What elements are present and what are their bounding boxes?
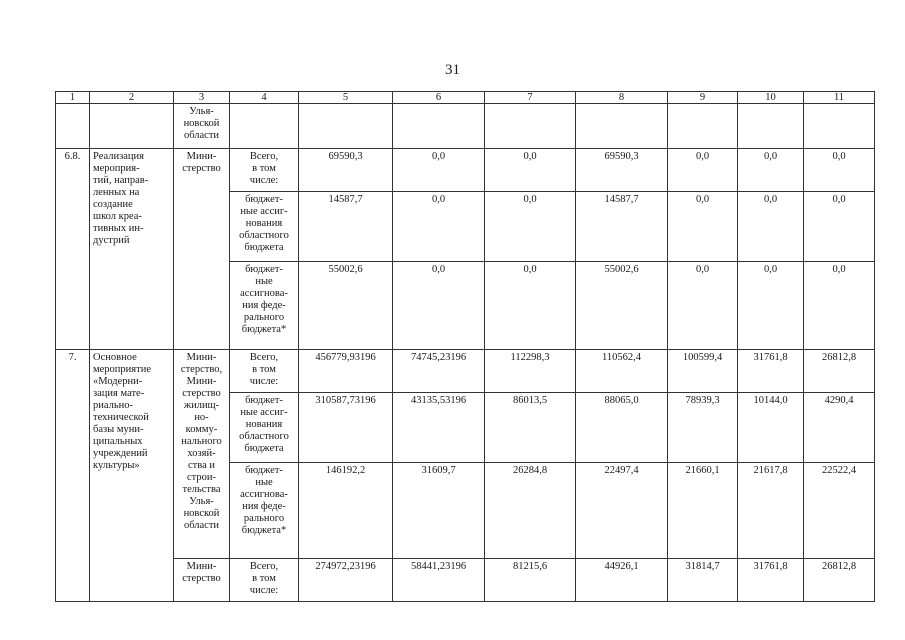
value-cell: 0,0 (485, 192, 576, 262)
value-cell: 0,0 (804, 262, 875, 350)
value-cell: 69590,3 (299, 149, 393, 192)
value-cell: 0,0 (485, 149, 576, 192)
value-cell: 22522,4 (804, 463, 875, 559)
value-cell: 0,0 (738, 149, 804, 192)
value-cell: 55002,6 (576, 262, 668, 350)
table-row (56, 104, 875, 149)
value-cell: 81215,6 (485, 559, 576, 602)
funding-source: бюджет- ные ассиг- нования областного бюджета (230, 393, 299, 463)
value-cell: 26812,8 (804, 350, 875, 393)
value-cell: 274972,23196 (299, 559, 393, 602)
value-cell: 10144,0 (738, 393, 804, 463)
header-cell: 6 (393, 92, 485, 104)
value-cell: 21660,1 (668, 463, 738, 559)
value-cell: 43135,53196 (393, 393, 485, 463)
header-cell: 11 (804, 92, 875, 104)
funding-source: Всего, в том числе: (230, 559, 299, 602)
funding-source: Всего, в том числе: (230, 149, 299, 192)
value-cell: 74745,23196 (393, 350, 485, 393)
header-cell: 10 (738, 92, 804, 104)
value-cell: 31761,8 (738, 350, 804, 393)
funding-source: Всего, в том числе: (230, 350, 299, 393)
header-cell: 1 (56, 92, 90, 104)
value-cell: 0,0 (668, 149, 738, 192)
value-cell: 21617,8 (738, 463, 804, 559)
row-number: 7. (56, 350, 90, 602)
value-cell: 0,0 (393, 149, 485, 192)
value-cell: 58441,23196 (393, 559, 485, 602)
value-cell: 69590,3 (576, 149, 668, 192)
table-row (56, 559, 875, 602)
budget-table (55, 91, 875, 602)
value-cell: 112298,3 (485, 350, 576, 393)
value-cell: 26812,8 (804, 559, 875, 602)
header-cell: 5 (299, 92, 393, 104)
value-cell: 0,0 (393, 262, 485, 350)
table-row (56, 350, 875, 393)
value-cell: 14587,7 (576, 192, 668, 262)
value-cell: 22497,4 (576, 463, 668, 559)
value-cell: 14587,7 (299, 192, 393, 262)
value-cell: 31814,7 (668, 559, 738, 602)
page-number: 31 (445, 62, 460, 78)
value-cell: 146192,2 (299, 463, 393, 559)
value-cell: 0,0 (393, 192, 485, 262)
value-cell: 110562,4 (576, 350, 668, 393)
value-cell: 88065,0 (576, 393, 668, 463)
value-cell: 26284,8 (485, 463, 576, 559)
value-cell: 100599,4 (668, 350, 738, 393)
funding-source: бюджет- ные ассиг- нования областного бюджета (230, 192, 299, 262)
executor-cell: Мини- стерство (174, 149, 230, 350)
value-cell: 44926,1 (576, 559, 668, 602)
value-cell: 31609,7 (393, 463, 485, 559)
value-cell: 0,0 (668, 192, 738, 262)
value-cell: 0,0 (485, 262, 576, 350)
value-cell: 78939,3 (668, 393, 738, 463)
value-cell: 0,0 (738, 192, 804, 262)
row-number: 6.8. (56, 149, 90, 350)
measure-name: Реализация мероприя- тий, направ- ленных на создание школ креа- тивных ин- дустрий (90, 149, 174, 350)
value-cell: 0,0 (804, 192, 875, 262)
value-cell: 456779,93196 (299, 350, 393, 393)
executor-cell: Улья- новской области (174, 104, 230, 149)
header-cell: 9 (668, 92, 738, 104)
value-cell: 310587,73196 (299, 393, 393, 463)
header-cell: 3 (174, 92, 230, 104)
header-row (56, 92, 875, 104)
value-cell: 4290,4 (804, 393, 875, 463)
value-cell: 86013,5 (485, 393, 576, 463)
header-cell: 8 (576, 92, 668, 104)
table-row (56, 149, 875, 192)
executor-cell: Мини- стерство, Мини- стерство жилищ- но- комму- нального хозяй- ства и строи- тельства Улья- новской области (174, 350, 230, 559)
header-cell: 2 (90, 92, 174, 104)
value-cell: 0,0 (738, 262, 804, 350)
value-cell: 55002,6 (299, 262, 393, 350)
value-cell: 0,0 (804, 149, 875, 192)
header-cell: 4 (230, 92, 299, 104)
funding-source: бюджет- ные ассигнова- ния феде- рального бюджета* (230, 463, 299, 559)
funding-source: бюджет- ные ассигнова- ния феде- рального бюджета* (230, 262, 299, 350)
value-cell: 31761,8 (738, 559, 804, 602)
executor-cell: Мини- стерство (174, 559, 230, 602)
measure-name: Основное мероприятие «Модерни- зация мате- риально- технической базы муни- ципальных учреждений культуры» (90, 350, 174, 602)
header-cell: 7 (485, 92, 576, 104)
value-cell: 0,0 (668, 262, 738, 350)
